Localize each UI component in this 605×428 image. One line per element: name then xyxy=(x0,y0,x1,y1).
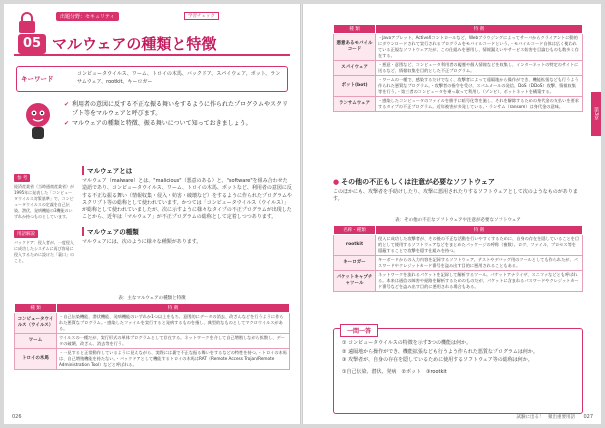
table-cell-name: rootkit xyxy=(334,235,376,256)
quiz-question: ① コンピュータウイルスの特徴を示す3つの機能は何か。 xyxy=(342,340,471,346)
main-column xyxy=(82,164,292,246)
section-body: マルウェア（malware）とは、"malicious"（悪意のある）と、"software"を組み合わせた造語であり、コンピュータウイルス、ワーム、トロイの木馬、ボットなど、利用者の意図に反する不正な振る舞い（情報収集・侵入・妨害・破壊など）をするように作られたプログラムやスクリプト等の総称として使われています。かつては「コンピュータウイルス（ウイルス）」が総称として使われていましたが、次に示すように様々なタイプの不正プログラムが出現したことから、近年は「マルウェア」が不正プログラムの総称として定着しつつあります。 xyxy=(82,178,292,221)
table-header: 名称・種類 xyxy=(334,226,376,235)
table-cell-desc: キーボードからの入力内容を記録するソフトウェア。テストやデバッグ用のツールとしても作られたが、パスワードやクレジットカード番号を盗み出す目的に悪用されることもある。 xyxy=(376,256,583,271)
table-header: 特 徴 xyxy=(57,304,290,313)
side-notes xyxy=(14,164,74,264)
table-row xyxy=(334,235,583,256)
table-cell-name: ボット(bot) xyxy=(334,76,376,97)
table-cell-name: スパイウェア xyxy=(334,61,376,76)
chapter-number: 05 xyxy=(18,34,46,54)
table-cell-name: コンピュータウイルス（ウイルス） xyxy=(15,313,57,334)
glossary-text: バックドア：侵入者が、一度侵入に成功したシステムに再び容易に侵入するために設けた「裏口」のこと。 xyxy=(14,240,74,263)
table-cell-desc: ・自己伝染機能、潜伏機能、発病機能のいずれか1つ以上をもち、意図的にデータの消去、改ざんなどを行うように作られた悪質なプログラム。・感染したファイルを実行すると発病するものを指し、典型的なものとしてマクロウイルスがある。 xyxy=(57,313,290,334)
quiz-body xyxy=(342,339,576,375)
keyword-label: キーワード xyxy=(21,75,54,83)
table-cell-name: キーロガー xyxy=(334,256,376,271)
table-row xyxy=(334,97,583,112)
table-cell-desc: ネットワークを流れるパケットを記録して解析するツール。パケットアナライザ、スニファなどとも呼ばれる。本来は通信の障害や経路を解析するためのものだが、パケットに含まれるパスワードやクレジットカード番号などを盗み出す目的に悪用される場合もある。 xyxy=(376,271,583,292)
table-row xyxy=(334,61,583,76)
side-note-text: 経済産業省（当時通商産業省）が1995年に発表した「コンピュータウイルス対策基準」で、コンピュータウイルスの定義を自己伝染、潜伏、発病機能の3機能のいずれか持つものとしています。 xyxy=(14,184,74,219)
table-row xyxy=(15,313,290,334)
table-caption: 表：主なマルウェアの種類と特徴 xyxy=(118,296,186,301)
table-cell-desc: ・Javaアプレット、ActiveXコントロールなど、Webブラウジングによってサーバからクライアントに動的にダウンロードされて実行されるプログラムをモバイルコードという。・モバイルコード自体は広く使われている正規なソフトウェアだが、この仕組みを悪用し、情報漏えいやサービス妨害を目論むものも数多く存在する。 xyxy=(376,34,583,61)
table-cell-desc: 侵入に成功した攻撃者が、その後の不正な活動を行いやすくするために、自身の存在を隠していることを目的として使用するソフトウェアなどをまとめたパッケージの呼称（複数）。ログ、ファイル、プロセス等を隠蔽することで攻撃を隠す仕組みを持つ。 xyxy=(376,235,583,256)
table-cell-name: ワーム xyxy=(15,334,57,349)
table-cell-name: 悪意あるモバイルコード xyxy=(334,34,376,61)
malware-table xyxy=(14,292,290,370)
page-number: 027 xyxy=(583,414,593,420)
mascot-icon xyxy=(20,99,56,143)
table-row xyxy=(334,271,583,292)
quiz-question: ② 遠隔地から操作ができ、機能拡張なども行うよう作られた悪質なプログラムは何か。 xyxy=(342,348,538,355)
quiz-title: 一問一答 xyxy=(340,324,378,337)
section-heading: マルウェアの種類 xyxy=(82,227,292,236)
table-header: 特 徴 xyxy=(376,25,583,34)
keyword-box xyxy=(16,66,288,92)
page-header xyxy=(14,10,290,24)
section-heading: マルウェアとは xyxy=(82,166,292,175)
quiz-box xyxy=(333,328,583,414)
table-header: 特 徴 xyxy=(376,226,583,235)
table-row xyxy=(15,349,290,370)
goal-item: ✔ マルウェアの種類と特徴、振る舞いについて知っておきましょう。 xyxy=(64,120,290,129)
table-cell-name: ランサムウェア xyxy=(334,97,376,112)
table-cell-desc: ウイルスの一種だが、実行形式の単体プログラムとして存在する。ネットワークを介して自己増殖しながら拡散し、データの破壊、改ざん、消去等を行う。 xyxy=(57,334,290,349)
section-heading: ● その他の不正もしくは注意が必要なソフトウェア xyxy=(333,177,495,187)
chapter-header xyxy=(14,30,290,56)
table-header: 種 類 xyxy=(15,304,57,313)
chapter-side-tab: 第3章 xyxy=(591,92,601,136)
glossary-heading: 用語解説 xyxy=(14,230,38,238)
table-row xyxy=(334,256,583,271)
table-cell-desc: ・一見すると正常動作しているように見えながら、実際には裏で不正な振る舞いをするなどの特性を持つ。・トロイの木馬は、自己増殖機能を持たない。・バックドアとして機能するトロイの木馬はRAT（Remote Access Trojan/Remote Administration Tool）などと呼ばれる。 xyxy=(57,349,290,370)
right-page xyxy=(303,4,601,424)
page-footer: 試験に出る！ 頻出重要用語 xyxy=(516,415,575,420)
quiz-question: ③ 攻撃者が、自身の存在を隠しているために使用するソフトウェア等の総称は何か。 xyxy=(342,357,533,363)
keyword-list: コンピュータウイルス、ワーム、トロイの木馬、バックドア、スパイウェア、ボット、ランサムウェア、rootkit、キーロガー xyxy=(77,71,281,85)
goal-item: ✔ 利用者の意図に反する不正な振る舞いをするように作られたプログラムやスクリプト等をマルウェアと呼びます。 xyxy=(64,101,290,118)
table-cell-desc: ・感染したコンピュータのファイルを勝手に暗号化等を施し、それを解除するための身代金の支払いを要求するタイプの不正プログラム。近年被害が多発している。・ランサム（ransom）は身代金の意味。 xyxy=(376,97,583,112)
section-body: このほかにも、攻撃者を手助けしたり、攻撃に悪用されたりするソフトウェアとして次のようなものがあります。 xyxy=(333,189,578,203)
table-cell-name: トロイの木馬 xyxy=(15,349,57,370)
category-badge: 出題分野：セキュリティ xyxy=(56,12,119,21)
table-caption: 表：その他の不正なソフトウェアや注意が必要なソフトウェア xyxy=(395,218,521,223)
table-header: 種 類 xyxy=(334,25,376,34)
table-row xyxy=(334,76,583,97)
table-row xyxy=(334,34,583,61)
chapter-title: マルウェアの種類と特徴 xyxy=(52,35,217,53)
malware-table-continued xyxy=(333,24,583,112)
side-note-heading: 参 考 xyxy=(14,174,30,182)
left-page xyxy=(4,4,300,424)
page-number: 026 xyxy=(12,414,22,420)
other-software-table xyxy=(333,214,583,292)
study-check-badge: 学習チェック xyxy=(184,12,219,20)
table-cell-name: パケットキャプチャツール xyxy=(334,271,376,292)
table-row xyxy=(15,334,290,349)
quiz-answer: ①自己伝染、潜伏、発病 ②ボット ③rootkit xyxy=(342,368,447,375)
table-cell-desc: ・悪意・意図など、コンピュータ利用者の履歴や個人情報などを収集し、インターネットの特定のサイトに送るなど、情報収集を目的とした不正プログラム。 xyxy=(376,61,583,76)
learning-goals xyxy=(64,101,290,131)
section-body: マルウェアには、次のように様々な種類があります。 xyxy=(82,238,202,245)
table-cell-desc: ・ワームの一種で、感染するだけでなく、攻撃者によって遠隔地から操作ができ、機能拡張なども行うよう作られた悪質なプログラム。・攻撃者の指令を受け、スパムメールの発信、DoS（DDoS）攻撃、情報収集等を行う。・第三者のコンピュータを乗っ取って利用し（ゾンビ）、ボットネットを構築する。 xyxy=(376,76,583,97)
